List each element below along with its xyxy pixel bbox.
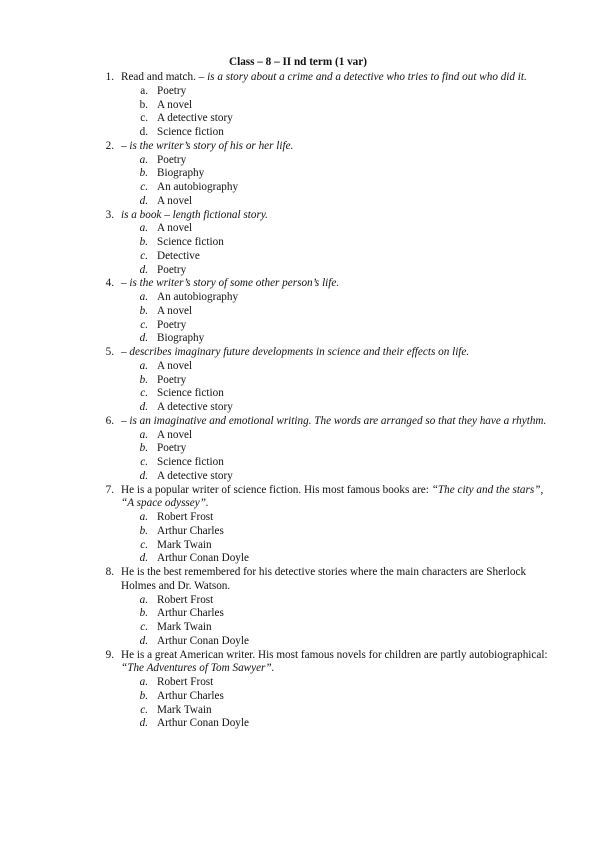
option-letter: c. [140, 387, 148, 400]
option-letter: b. [139, 98, 148, 111]
option-text: Science fiction [157, 387, 224, 400]
option-letter: a. [139, 428, 148, 441]
answer-option [0, 374, 596, 388]
option-text: Poetry [157, 263, 187, 276]
option-letter: a. [139, 291, 148, 303]
option-letter: d. [139, 194, 148, 207]
option-text: Science fiction [157, 456, 224, 468]
option-text: A novel [157, 428, 193, 441]
question-text [121, 71, 551, 85]
answer-option [0, 181, 596, 195]
question-italic-text: – is an imaginative and emotional writing. The words are arranged so that they have a rhythm. [121, 414, 547, 427]
question-italic-text: – describes imaginary future developments in science and their effects on life. [121, 346, 470, 358]
option-letter: c. [140, 181, 148, 193]
option-letter: c. [140, 703, 148, 716]
option-letter: d. [139, 717, 148, 730]
answer-option [0, 442, 596, 456]
option-text: A detective story [157, 401, 233, 413]
answer-option [0, 195, 596, 209]
question-text [121, 484, 551, 512]
option-list [0, 360, 596, 415]
option-text: Detective [157, 249, 200, 262]
answer-option [0, 552, 596, 566]
question-italic-text: – is the writer’s story of his or her life. [121, 139, 294, 152]
option-letter: c. [140, 112, 148, 125]
answer-option [0, 387, 596, 401]
option-letter: c. [140, 456, 148, 468]
answer-option [0, 470, 596, 484]
question-text [121, 140, 551, 154]
option-letter: d. [139, 332, 148, 345]
question-item [0, 415, 596, 484]
option-letter: a. [139, 593, 148, 606]
answer-option [0, 456, 596, 470]
option-letter: d. [139, 401, 148, 413]
option-list [0, 676, 596, 731]
option-list [0, 291, 596, 346]
option-letter: a. [139, 676, 148, 688]
option-list [0, 85, 596, 140]
question-item [0, 277, 596, 346]
question-number: 7. [105, 483, 114, 496]
answer-option [0, 112, 596, 126]
option-text: Biography [157, 332, 205, 345]
answer-option [0, 690, 596, 704]
answer-option [0, 676, 596, 690]
question-text [121, 649, 551, 677]
question-plain-text: He is a great American writer. His most famous novels for children are partly autobiographical: [121, 648, 548, 661]
answer-option [0, 717, 596, 731]
option-list [0, 222, 596, 277]
option-letter: a. [139, 511, 148, 523]
option-letter: b. [139, 689, 148, 702]
answer-option [0, 236, 596, 250]
answer-option [0, 85, 596, 99]
option-text: An autobiography [157, 291, 239, 303]
answer-option [0, 305, 596, 319]
option-letter: d. [139, 263, 148, 276]
answer-option [0, 250, 596, 264]
option-text: A novel [157, 222, 193, 235]
answer-option [0, 360, 596, 374]
option-letter: b. [139, 236, 148, 248]
option-letter: a. [139, 359, 148, 372]
answer-option [0, 291, 596, 305]
option-text: A detective story [157, 112, 233, 125]
option-letter: d. [139, 469, 148, 482]
question-item [0, 140, 596, 209]
question-plain-text: Read and match. [121, 71, 199, 83]
question-text [121, 415, 551, 429]
option-text: Arthur Charles [157, 607, 224, 620]
question-italic-text: “The Adventures of Tom Sawyer”. [121, 662, 275, 675]
option-text: Poetry [157, 373, 187, 386]
option-text: A detective story [157, 469, 233, 482]
answer-option [0, 99, 596, 113]
option-text: Arthur Conan Doyle [157, 717, 249, 730]
question-item [0, 484, 596, 567]
option-letter: c. [140, 538, 148, 551]
question-number: 5. [105, 346, 114, 358]
option-text: Arthur Conan Doyle [157, 634, 249, 647]
answer-option [0, 167, 596, 181]
question-item [0, 71, 596, 140]
answer-option [0, 539, 596, 553]
question-number: 3. [105, 208, 114, 221]
question-number: 6. [105, 414, 114, 427]
option-letter: b. [139, 167, 148, 180]
answer-option [0, 511, 596, 525]
option-letter: b. [139, 304, 148, 317]
option-letter: a. [139, 153, 148, 166]
question-italic-text: – is the writer’s story of some other person’s life. [121, 277, 340, 290]
option-text: A novel [157, 194, 193, 207]
option-text: Science fiction [157, 126, 224, 138]
answer-option [0, 525, 596, 539]
option-text: Poetry [157, 153, 187, 166]
option-letter: b. [139, 607, 148, 620]
question-number: 8. [105, 566, 114, 578]
option-letter: a. [139, 222, 148, 235]
question-italic-text: – is a story about a crime and a detective who tries to find out who did it. [198, 71, 527, 83]
question-number: 2. [105, 139, 114, 152]
question-text [121, 277, 551, 291]
option-text: Robert Frost [157, 511, 214, 523]
answer-option [0, 704, 596, 718]
option-text: Arthur Conan Doyle [157, 552, 249, 565]
answer-option [0, 429, 596, 443]
question-number: 9. [105, 648, 114, 661]
option-letter: c. [140, 621, 148, 633]
option-letter: d. [139, 126, 148, 138]
option-text: Robert Frost [157, 593, 214, 606]
option-text: Mark Twain [157, 703, 212, 716]
option-text: Arthur Charles [157, 524, 224, 537]
answer-option [0, 621, 596, 635]
option-letter: d. [139, 552, 148, 565]
question-number: 1. [105, 71, 114, 83]
option-text: Poetry [157, 84, 187, 97]
answer-option [0, 319, 596, 333]
answer-option [0, 332, 596, 346]
option-text: Mark Twain [157, 621, 212, 633]
option-text: An autobiography [157, 181, 239, 193]
option-text: Mark Twain [157, 538, 212, 551]
option-letter: a. [140, 84, 148, 97]
option-text: Poetry [157, 442, 187, 455]
option-list [0, 511, 596, 566]
answer-option [0, 222, 596, 236]
option-text: Biography [157, 167, 205, 180]
answer-option [0, 154, 596, 168]
option-list [0, 429, 596, 484]
option-list [0, 594, 596, 649]
question-italic-text: “The city and the stars”, “A space odyssey”. [121, 483, 544, 510]
option-text: A novel [157, 98, 193, 111]
option-letter: c. [140, 318, 148, 331]
option-letter: b. [139, 524, 148, 537]
option-text: A novel [157, 304, 193, 317]
option-text: Arthur Charles [157, 689, 224, 702]
option-text: Robert Frost [157, 676, 214, 688]
question-text [121, 346, 551, 360]
option-list [0, 154, 596, 209]
question-plain-text: He is the best remembered for his detective stories where the main characters are Sherlock Holmes and Dr. Watson. [121, 566, 527, 592]
question-text [121, 566, 551, 594]
option-letter: b. [139, 442, 148, 455]
answer-option [0, 635, 596, 649]
question-item [0, 649, 596, 732]
option-letter: c. [140, 249, 148, 262]
option-letter: b. [139, 373, 148, 386]
question-italic-text: is a book – length fictional story. [121, 208, 268, 221]
answer-option [0, 401, 596, 415]
option-text: Poetry [157, 318, 187, 331]
question-plain-text: He is a popular writer of science fiction. His most famous books are: [121, 483, 432, 496]
answer-option [0, 126, 596, 140]
question-list [0, 71, 596, 731]
answer-option [0, 594, 596, 608]
page-title: Class – 8 – II nd term (1 var) [229, 56, 367, 68]
question-text [121, 209, 551, 223]
answer-option [0, 607, 596, 621]
option-text: A novel [157, 359, 193, 372]
option-text: Science fiction [157, 236, 224, 248]
question-number: 4. [105, 277, 114, 290]
question-item [0, 209, 596, 278]
option-letter: d. [139, 634, 148, 647]
answer-option [0, 264, 596, 278]
question-item [0, 566, 596, 649]
question-item [0, 346, 596, 415]
